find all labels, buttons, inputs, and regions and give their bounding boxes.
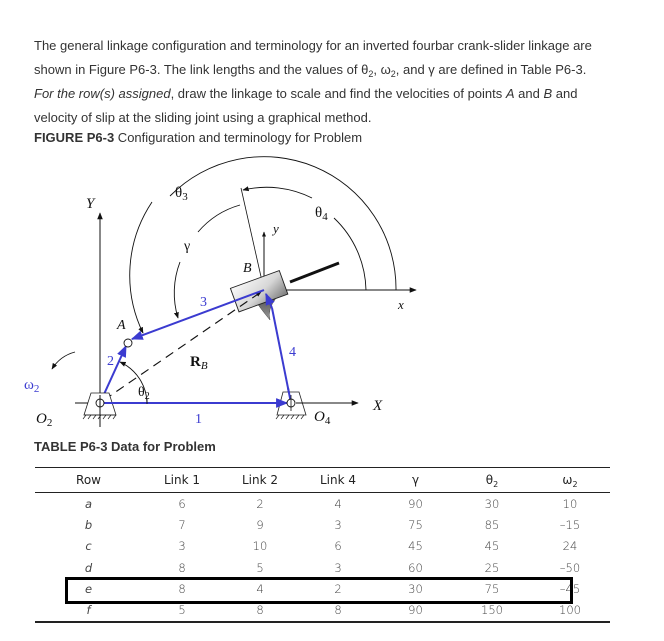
intro-text: , draw the linkage to scale and find the velocities of points <box>170 86 506 101</box>
cell-theta2: 30 <box>484 496 500 511</box>
cell-theta2: 45 <box>484 539 500 554</box>
theta-symbol: θ <box>485 473 494 487</box>
intro-text: and <box>514 86 544 101</box>
cell-spacer <box>609 493 610 515</box>
slider-rod <box>290 263 339 282</box>
label-global-x: X <box>373 398 383 414</box>
gamma-arc-lower <box>174 262 180 318</box>
link-3 <box>132 290 264 339</box>
omega-symbol: ω <box>562 473 573 487</box>
figure-caption-text: Configuration and terminology for Problem <box>114 130 363 145</box>
cell-link2: 9 <box>256 517 264 532</box>
cell-omega2: 24 <box>562 539 578 554</box>
table-row <box>35 493 610 515</box>
cell-theta2: 85 <box>484 517 500 532</box>
cell-theta2: 150 <box>481 603 503 618</box>
cell-link2: 8 <box>256 603 264 618</box>
cell-link1: 6 <box>178 496 186 511</box>
col-header-theta2 <box>453 468 531 493</box>
table-header-row <box>35 468 610 493</box>
cell-link4: 2 <box>334 582 342 597</box>
cell-link1: 7 <box>178 517 186 532</box>
cell-row: a <box>84 496 93 511</box>
cell-omega2: –15 <box>559 517 581 532</box>
row-e-highlight-box <box>65 577 573 604</box>
intro-text: and <box>552 86 578 101</box>
cell-theta2: 25 <box>484 560 500 575</box>
table-row <box>35 536 610 558</box>
theta3-arc <box>170 157 396 290</box>
intro-emphasis: For the row(s) assigned <box>34 86 171 101</box>
table-row <box>35 557 610 579</box>
cell-spacer <box>609 600 610 622</box>
label-link-2: 2 <box>107 354 114 369</box>
intro-text: , and γ are defined in Table P6-3. <box>395 62 587 77</box>
point-b-ref: B <box>543 86 553 101</box>
label-global-y: Y <box>86 196 95 212</box>
cell-gamma: 30 <box>408 582 423 597</box>
cell-gamma: 90 <box>408 496 423 511</box>
label-point-a: A <box>117 318 126 333</box>
cell-link1: 5 <box>178 603 186 618</box>
col-header-row: Row <box>35 468 142 493</box>
label-link-3: 3 <box>200 295 207 310</box>
label-o4: $O_4$ <box>314 409 331 427</box>
col-header-link4: Link 4 <box>298 468 378 493</box>
cell-link4: 3 <box>334 517 342 532</box>
label-omega2: $\omega_2$ <box>24 377 40 395</box>
ground-o2 <box>83 393 128 427</box>
intro-text: , ω <box>373 62 391 77</box>
col-header-omega2 <box>531 468 609 493</box>
theta4-arc <box>334 218 366 290</box>
cell-link2: 10 <box>252 539 268 554</box>
col-header-link1: Link 1 <box>142 468 222 493</box>
cell-theta2: 75 <box>484 582 500 597</box>
cell-spacer <box>609 536 610 558</box>
col-header-link2: Link 2 <box>222 468 298 493</box>
intro-text: shown in Figure P6-3. The link lengths and the values of θ <box>34 62 369 77</box>
cell-spacer <box>609 514 610 536</box>
cell-link2: 2 <box>256 496 264 511</box>
subscript: 2 <box>390 69 396 79</box>
cell-link2: 5 <box>256 560 264 575</box>
cell-link2: 4 <box>256 582 264 597</box>
cell-omega2: –45 <box>559 582 581 597</box>
cell-omega2: 10 <box>562 496 578 511</box>
cell-row: b <box>84 517 93 532</box>
point-a-ref: A <box>505 86 515 101</box>
cell-gamma: 60 <box>408 560 423 575</box>
cell-link4: 8 <box>334 603 342 618</box>
cell-row: c <box>85 539 92 554</box>
label-rb: $R_B$ <box>190 354 208 372</box>
subscript: 2 <box>368 69 374 79</box>
cell-link1: 8 <box>178 582 186 597</box>
cell-gamma: 45 <box>408 539 423 554</box>
col-header-gamma: γ <box>378 468 453 493</box>
cell-row: f <box>86 603 91 618</box>
cell-link4: 3 <box>334 560 342 575</box>
label-gamma: γ <box>184 239 191 254</box>
subscript: 2 <box>572 480 578 489</box>
table-caption: TABLE P6-3 Data for Problem <box>34 439 216 454</box>
label-local-x: x <box>398 297 404 312</box>
subscript: 2 <box>493 480 499 489</box>
label-point-b: B <box>243 261 252 276</box>
cell-link4: 4 <box>334 496 342 511</box>
cell-row: e <box>84 582 93 597</box>
label-theta2: $\theta_2$ <box>138 385 150 402</box>
ground-o4 <box>272 388 310 419</box>
cell-gamma: 75 <box>408 517 423 532</box>
label-theta4: $\theta_4$ <box>315 205 328 223</box>
cell-spacer <box>609 557 610 579</box>
omega2-arrow <box>52 352 75 369</box>
label-theta3: $\theta_3$ <box>175 185 188 203</box>
cell-omega2: –50 <box>559 560 581 575</box>
cell-link1: 3 <box>178 539 186 554</box>
col-header-spacer <box>609 468 610 493</box>
label-link-4: 4 <box>289 345 296 360</box>
gamma-arc-upper <box>198 205 240 232</box>
intro-text: velocity of slip at the sliding joint using a graphical method. <box>34 110 372 125</box>
table-row <box>35 514 610 536</box>
cell-row: d <box>84 560 93 575</box>
label-local-y: y <box>273 221 279 236</box>
label-o2: $O_2$ <box>36 411 53 429</box>
intro-text: The general linkage configuration and terminology for an inverted fourbar crank-slider linkage are <box>34 38 592 53</box>
figure-caption-label: FIGURE P6-3 <box>34 130 115 145</box>
cell-gamma: 90 <box>408 603 423 618</box>
theta3-arc-lower <box>130 202 152 333</box>
cell-link1: 8 <box>178 560 186 575</box>
pin-a <box>124 339 132 347</box>
theta4-arc-upper <box>243 187 312 198</box>
cell-omega2: 100 <box>559 603 581 618</box>
cell-link4: 6 <box>334 539 342 554</box>
cell-spacer <box>609 579 610 601</box>
label-link-1: 1 <box>195 412 202 427</box>
